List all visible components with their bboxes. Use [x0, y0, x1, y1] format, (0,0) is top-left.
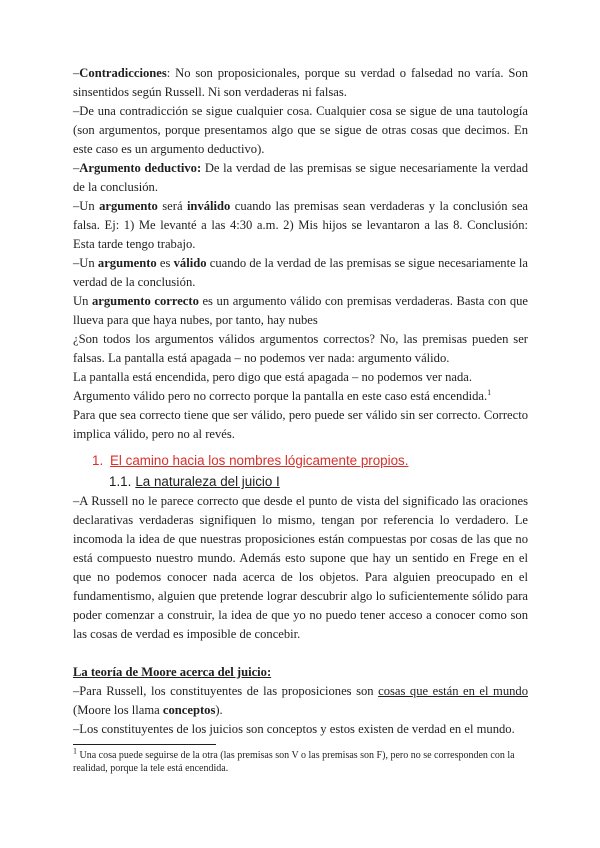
- term-conceptos: conceptos: [162, 703, 216, 717]
- paragraph-argumento-valido: –Un argumento es válido cuando de la verdad de las premisas se sigue necesariamente la verdad de la conclusión.: [73, 256, 528, 289]
- footnote: [73, 746, 528, 775]
- subsection-number: 1.1.: [109, 474, 132, 489]
- paragraph-argumento-deductivo: –Argumento deductivo: De la verdad de las premisas se sigue necesariamente la verdad de la conclusión.: [73, 161, 528, 194]
- paragraph-contradicciones: –Contradicciones: No son proposicionales, porque su verdad o falsedad no varía. Son sinsentidos según Russell. Ni son verdaderas ni falsas.: [73, 66, 528, 99]
- paragraph-argumento-no-correcto: Argumento válido pero no correcto porque la pantalla en este caso está encendida.$^1$: [73, 387, 492, 403]
- footnote-mark: 1: [73, 746, 77, 756]
- paragraph-pantalla-encendida: La pantalla está encendida, pero digo que está apagada – no podemos ver nada.: [73, 370, 472, 384]
- underlined-cosas-mundo: cosas que están en el mundo: [378, 684, 529, 698]
- term-argumento-deductivo: Argumento deductivo:: [79, 161, 202, 175]
- section-heading-1: [73, 450, 528, 472]
- footnote-reference[interactable]: 1: [487, 387, 492, 397]
- paragraph-pregunta-validos: ¿Son todos los argumentos válidos argumentos correctos? No, las premisas pueden ser falsas. La pantalla está apagada – no podemos ver nada: argumento válido.: [73, 332, 528, 365]
- section-title: El camino hacia los nombres lógicamente propios.: [110, 453, 409, 468]
- paragraph-russell-frege: –A Russell no le parece correcto que desde el punto de vista del significado las oraciones declarativas verdaderas signifiquen lo mismo, tengan por referencia lo verdadero. Le incomoda la idea de que nuestras proposiciones están compuestas por cosas de las que no está compuesto nuestro mundo. Además esto supone que hay un sentido en Frege en el que no podemos conocer nada acerca de los objetos. Para alguien preocupado en el fundamentismo, alguien que pretende lograr descubrir algo lo suficientemente sólido para poder comenzar a construir, la idea de que yo no puedo tener acceso a conocer como son las cosas de verdad es imposible de concebir.: [73, 494, 528, 641]
- document-body: [73, 64, 528, 739]
- paragraph-constituyentes-proposiciones: –Para Russell, los constituyentes de las proposiciones son cosas que están en el mundo (Moore los llama conceptos).: [73, 684, 529, 717]
- term-valido: válido: [173, 256, 207, 270]
- theory-heading: La teoría de Moore acerca del juicio:: [73, 665, 272, 679]
- paragraph-contradiccion-tautologia: –De una contradicción se sigue cualquier cosa. Cualquier cosa se sigue de una tautología (son argumentos, porque presentamos algo que se sigue de otras cosas que decimos. En este caso es un argumento deductivo).: [73, 104, 528, 156]
- subsection-heading-1-1: [73, 472, 528, 492]
- paragraph-correcto-implica-valido: Para que sea correcto tiene que ser válido, pero puede ser válido sin ser correcto. Correcto implica válido, pero no al revés.: [73, 408, 528, 441]
- paragraph-argumento-invalido: –Un argumento será inválido cuando las premisas sean verdaderas y la conclusión sea falsa. Ej: 1) Me levanté a las 4:30 a.m. 2) Mis hijos se levantaron a las 8. Conclusión: Esta tarde tengo trabajo.: [73, 199, 528, 251]
- subsection-title: La naturaleza del juicio I: [135, 474, 280, 489]
- footnote-separator: [73, 744, 216, 745]
- paragraph-constituyentes-juicios: –Los constituyentes de los juicios son conceptos y estos existen de verdad en el mundo.: [73, 722, 515, 736]
- paragraph-argumento-correcto: Un argumento correcto es un argumento válido con premisas verdaderas. Basta con que llueva para que haya nubes, por tanto, hay nubes: [73, 294, 528, 327]
- section-number: 1.: [92, 453, 104, 468]
- footnote-text: Una cosa puede seguirse de la otra (las premisas son V o las premisas son F), pero no se corresponden con la realidad, porque la tele está encendida.: [73, 750, 515, 774]
- term-contradicciones: Contradicciones: [79, 66, 167, 80]
- term-invalido: inválido: [186, 199, 231, 213]
- term-argumento-correcto: argumento correcto: [92, 294, 199, 308]
